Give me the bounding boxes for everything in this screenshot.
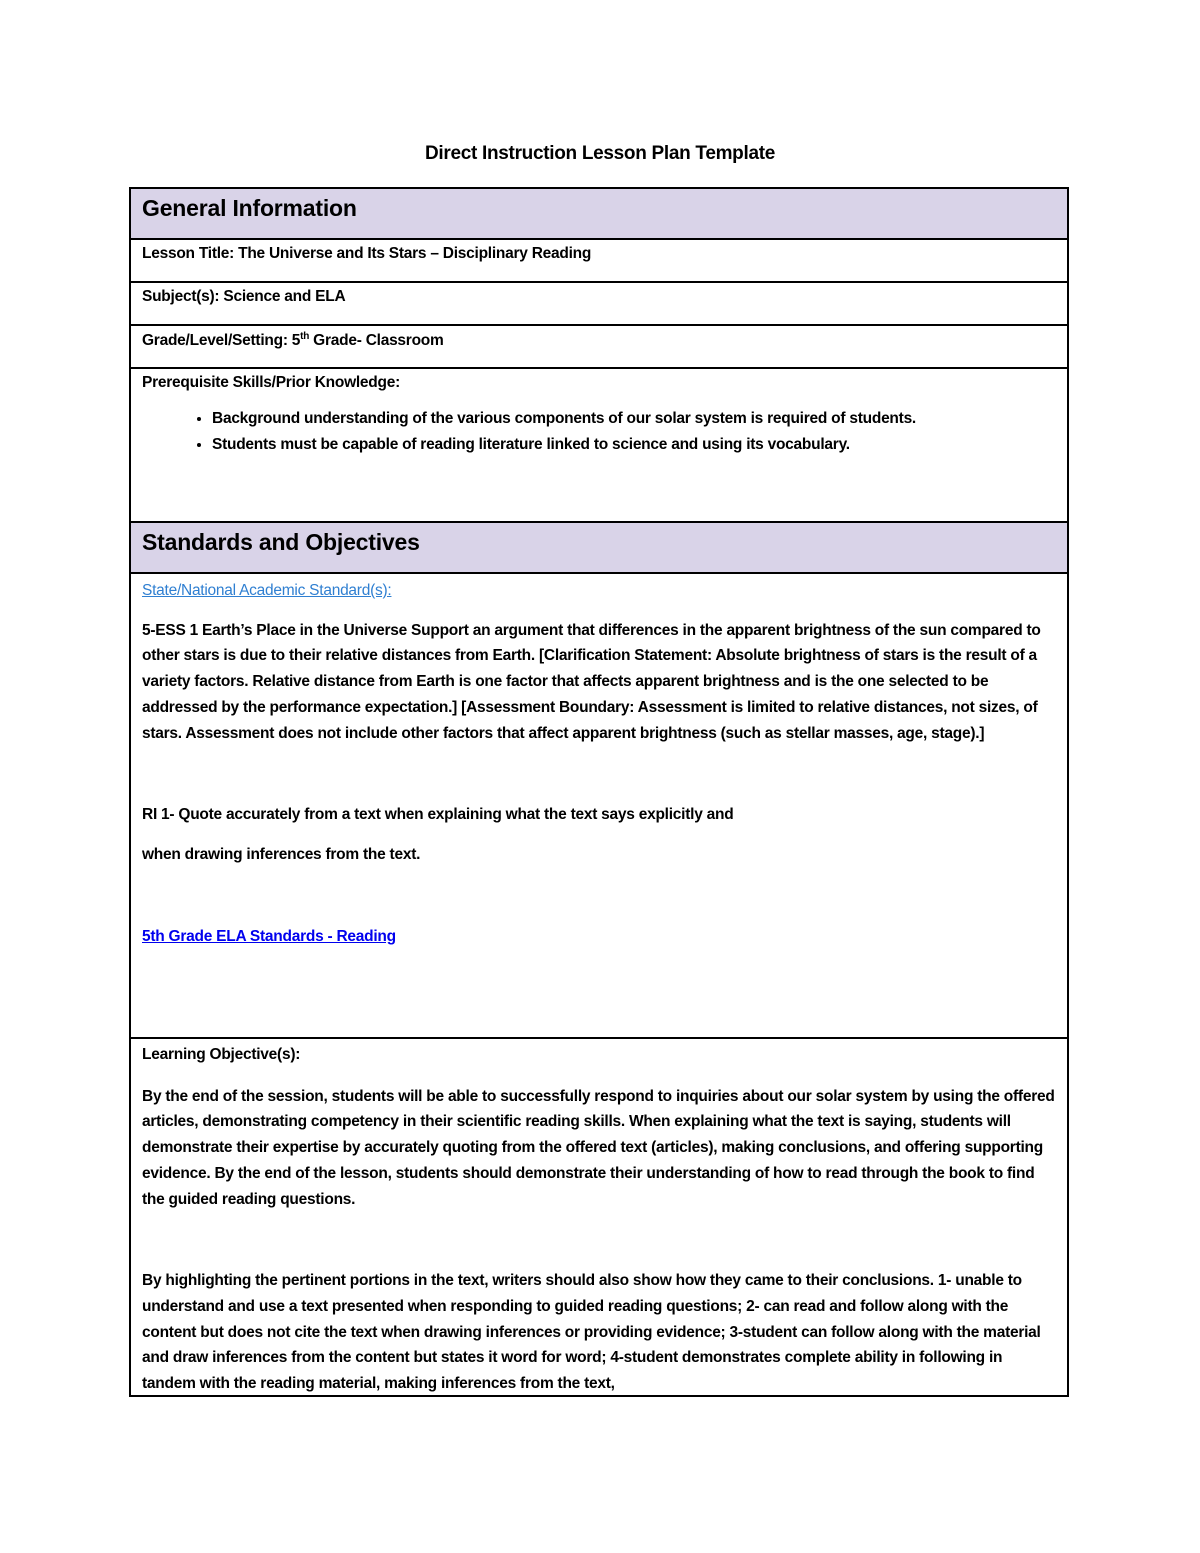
objective-paragraph-1: By the end of the session, students will be able to successfully respond to inquiries about our solar system by using the offered articles, demonstrating competency in their scientific reading skills. When explaining what the text is saying, students will demonstrate their expertise by accurately quoting from the offered text (articles), making conclusions, and offering supporting evidence. By the end of the lesson, students should demonstrate their understanding of how to read through the book to find the guided reading questions.	[142, 1087, 1055, 1208]
grade-sup: th	[300, 331, 310, 342]
standards-objectives-heading: Standards and Objectives	[131, 523, 1067, 574]
lesson-plan-table	[129, 187, 1069, 1397]
ess-standard-text: 5-ESS 1 Earth’s Place in the Universe Support an argument that differences in the apparent brightness of the sun compared to other stars is due to their relative distances from Earth. [Clarification Statement: Absolute brightness of stars is the result of a variety factors. Relative distance from Earth is one factor that affects apparent brightness and is the one selected to be addressed by the performance expectation.] [Assessment Boundary: Assessment is limited to relative distances, not sizes, of stars. Assessment does not include other factors that affect apparent brightness (such as stellar masses, age, stage).]	[142, 621, 1041, 742]
prerequisite-label: Prerequisite Skills/Prior Knowledge:	[142, 374, 401, 391]
objective-paragraph-2: By highlighting the pertinent portions in the text, writers should also show how they came to their conclusions. 1- unable to understand and use a text presented when responding to guided reading questions; 2- can read and follow along with the content but does not cite the text when drawing inferences or providing evidence; 3-student can follow along with the material and draw inferences from the content but states it word for word; 4-student demonstrates complete ability in following in tandem with the reading material, making inferences from the text,	[142, 1272, 1041, 1393]
ri-standard-line1: RI 1- Quote accurately from a text when explaining what the text says explicitly and	[142, 806, 734, 824]
ela-standards-link[interactable]: 5th Grade ELA Standards - Reading	[142, 927, 396, 945]
ri-standard-line2: when drawing inferences from the text.	[142, 845, 421, 863]
lesson-title-field: Lesson Title: The Universe and Its Stars – Disciplinary Reading	[131, 240, 1067, 283]
general-information-heading: General Information	[131, 189, 1067, 240]
grade-field	[131, 326, 1067, 369]
prerequisite-section	[131, 369, 1067, 523]
list-item: • Background understanding of the various components of our solar system is required of students.	[212, 406, 1056, 432]
subjects-field: Subject(s): Science and ELA	[131, 283, 1067, 326]
document-title: Direct Instruction Lesson Plan Template	[424, 143, 776, 164]
grade-suffix: Grade- Classroom	[309, 332, 444, 350]
standards-link[interactable]: State/National Academic Standard(s):	[142, 582, 392, 599]
objective-label: Learning Objective(s):	[142, 1046, 301, 1063]
learning-objectives-section	[131, 1039, 1067, 1397]
standards-section	[131, 574, 1067, 1039]
list-item: • Students must be capable of reading literature linked to science and using its vocabulary.	[212, 432, 1056, 458]
prerequisite-list	[142, 406, 1056, 458]
grade-prefix: Grade/Level/Setting: 5	[142, 332, 301, 350]
